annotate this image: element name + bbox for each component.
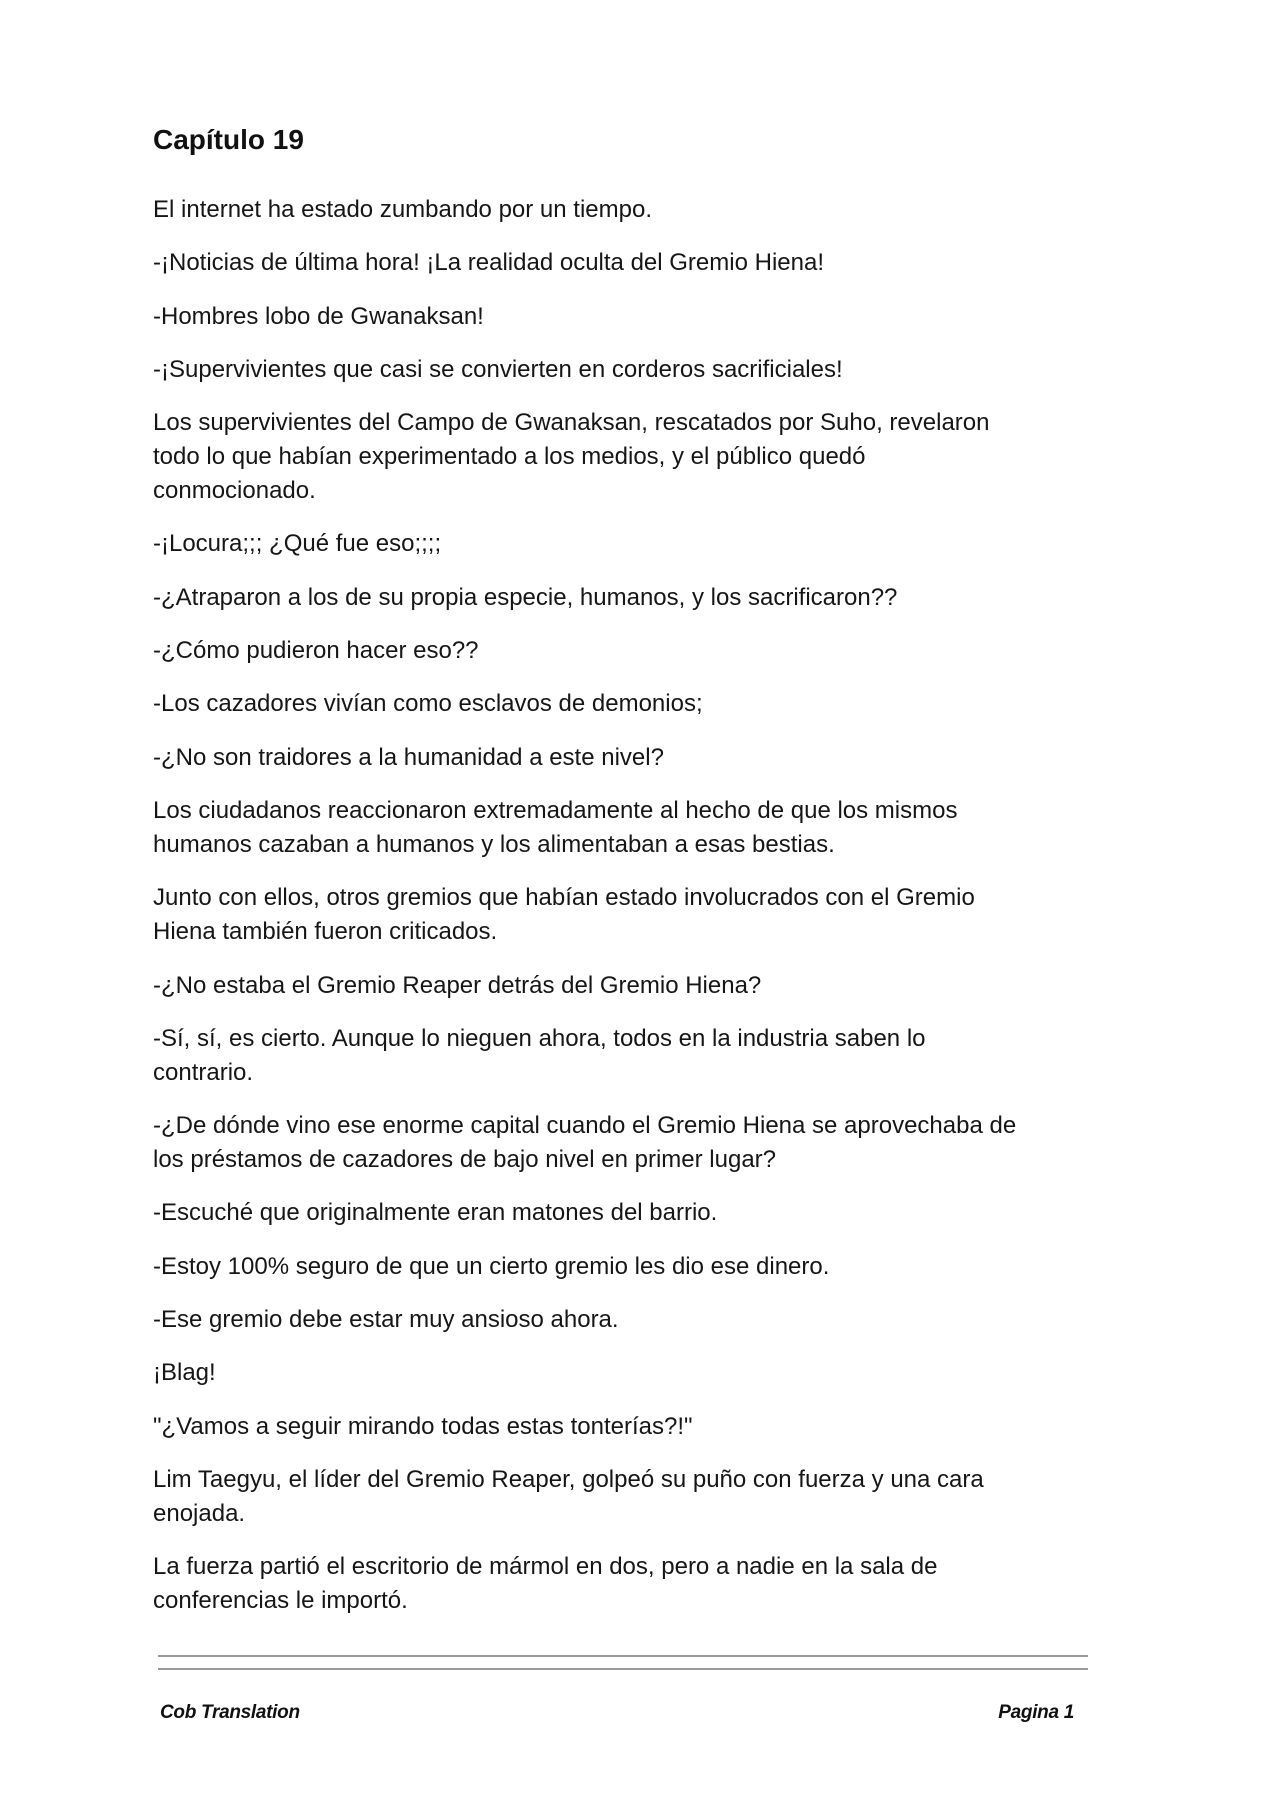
paragraph (153, 300, 1113, 334)
paragraph (153, 1109, 1113, 1177)
chapter-title: Capítulo 19 (153, 124, 304, 155)
text-line: -¿Cómo pudieron hacer eso?? (153, 637, 479, 665)
text-line: -Escuché que originalmente eran matones del barrio. (153, 1199, 718, 1227)
text-line: Junto con ellos, otros gremios que habían estado involucrados con el Gremio (153, 884, 975, 912)
text-line: -¿De dónde vino ese enorme capital cuando el Gremio Hiena se aprovechaba de (153, 1112, 1017, 1140)
paragraph (153, 581, 1113, 615)
paragraph (153, 1196, 1113, 1230)
text-line: -¡Supervivientes que casi se convierten en corderos sacrificiales! (153, 355, 843, 383)
paragraph (153, 1410, 1113, 1444)
paragraph (153, 193, 1113, 227)
text-line: todo lo que habían experimentado a los medios, y el público quedó (153, 443, 866, 471)
text-line: Lim Taegyu, el líder del Gremio Reaper, golpeó su puño con fuerza y una cara (153, 1465, 984, 1493)
text-line: -¿No son traidores a la humanidad a este nivel? (153, 743, 664, 771)
text-line: -Hombres lobo de Gwanaksan! (153, 302, 484, 330)
paragraph (153, 246, 1113, 280)
text-line: -¿No estaba el Gremio Reaper detrás del Gremio Hiena? (153, 971, 762, 999)
paragraph (153, 1550, 1113, 1618)
text-line: -¡Locura;;; ¿Qué fue eso;;;; (153, 530, 442, 558)
text-line: La fuerza partió el escritorio de mármol en dos, pero a nadie en la sala de (153, 1553, 938, 1581)
text-line: enojada. (153, 1499, 246, 1527)
text-line: Los supervivientes del Campo de Gwanaksan, rescatados por Suho, revelaron (153, 409, 990, 437)
paragraph (153, 1356, 1113, 1390)
paragraph (153, 969, 1113, 1003)
footer-translator-credit: Cob Translation (160, 1702, 300, 1723)
text-line: conferencias le importó. (153, 1587, 408, 1615)
paragraph (153, 794, 1113, 862)
footer-divider-bottom (158, 1668, 1088, 1670)
paragraph (153, 1463, 1113, 1531)
paragraph (153, 353, 1113, 387)
text-line: El internet ha estado zumbando por un tiempo. (153, 196, 652, 223)
text-line: -Los cazadores vivían como esclavos de demonios; (153, 690, 703, 718)
text-line: ¡Blag! (153, 1359, 216, 1387)
paragraph (153, 634, 1113, 668)
paragraph (153, 1303, 1113, 1337)
text-line: Hiena también fueron criticados. (153, 918, 498, 946)
text-line: contrario. (153, 1058, 254, 1086)
text-line: -¿Atraparon a los de su propia especie, humanos, y los sacrificaron?? (153, 583, 898, 611)
paragraph (153, 1250, 1113, 1284)
text-line: -Estoy 100% seguro de que un cierto gremio les dio ese dinero. (153, 1252, 830, 1280)
text-line: Los ciudadanos reaccionaron extremadamente al hecho de que los mismos (153, 796, 958, 824)
paragraph (153, 741, 1113, 775)
paragraph (153, 687, 1113, 721)
text-line: -Sí, sí, es cierto. Aunque lo nieguen ahora, todos en la industria saben lo (153, 1024, 926, 1052)
text-line: -¡Noticias de última hora! ¡La realidad oculta del Gremio Hiena! (153, 249, 824, 277)
text-line: -Ese gremio debe estar muy ansioso ahora. (153, 1306, 619, 1334)
paragraph (153, 527, 1113, 561)
chapter-body (153, 193, 1113, 1638)
paragraph (153, 881, 1113, 949)
paragraph (153, 1022, 1113, 1090)
text-line: "¿Vamos a seguir mirando todas estas tonterías?!" (153, 1412, 693, 1440)
text-line: conmocionado. (153, 477, 316, 505)
paragraph (153, 406, 1113, 508)
footer-page-number: Pagina 1 (998, 1702, 1074, 1723)
footer-divider-top (158, 1655, 1088, 1657)
text-line: humanos cazaban a humanos y los alimentaban a esas bestias. (153, 830, 835, 858)
text-line: los préstamos de cazadores de bajo nivel en primer lugar? (153, 1146, 777, 1174)
